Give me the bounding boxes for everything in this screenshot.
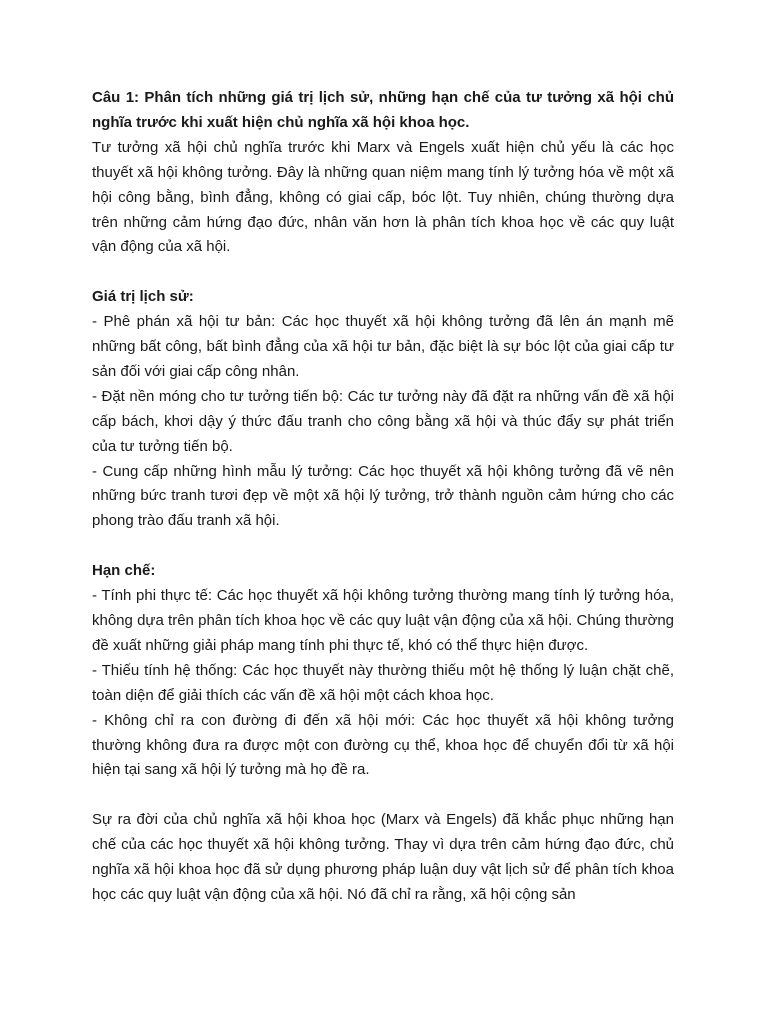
spacer [92,260,674,285]
values-heading: Giá trị lịch sử: [92,288,194,306]
value-item-criticism: - Phê phán xã hội tư bản: Các học thuyết xã hội không tưởng đã lên án mạnh mẽ những bất công, bất bình đẳng của xã hội tư bản, đặc biệt là sự bóc lột của giai cấp tư sản đối với giai cấp công nhân. [92,313,674,380]
document-page [92,86,674,908]
spacer [92,783,674,808]
conclusion-paragraph: Sự ra đời của chủ nghĩa xã hội khoa học (Marx và Engels) đã khắc phục những hạn chế của các học thuyết xã hội không tưởng. Thay vì dựa trên cảm hứng đạo đức, chủ nghĩa xã hội khoa học đã sử dụng phương pháp luận duy vật lịch sử để phân tích khoa học các quy luật vận động của xã hội. Nó đã chỉ ra rằng, xã hội cộng sản [92,811,674,903]
limit-item-unsystematic: - Thiếu tính hệ thống: Các học thuyết này thường thiếu một hệ thống lý luận chặt chẽ, toàn diện để giải thích các vấn đề xã hội một cách khoa học. [92,661,674,704]
limits-heading: Hạn chế: [92,562,156,580]
value-item-foundation: - Đặt nền móng cho tư tưởng tiến bộ: Các tư tưởng này đã đặt ra những vấn đề xã hội cấp bách, khơi dậy ý thức đấu tranh cho công bằng xã hội và thúc đẩy sự phát triển của tư tưởng tiến bộ. [92,387,674,455]
spacer [92,534,674,559]
intro-paragraph: Tư tưởng xã hội chủ nghĩa trước khi Marx và Engels xuất hiện chủ yếu là các học thuyết xã hội không tưởng. Đây là những quan niệm mang tính lý tưởng hóa về một xã hội công bằng, bình đẳng, không có giai cấp, bóc lột. Tuy nhiên, chúng thường dựa trên những cảm hứng đạo đức, nhân văn hơn là phân tích khoa học về các quy luật vận động của xã hội. [92,138,674,256]
value-item-ideal-models: - Cung cấp những hình mẫu lý tưởng: Các học thuyết xã hội không tưởng đã vẽ nên những bức tranh tươi đẹp về một xã hội lý tưởng, trở thành nguồn cảm hứng cho các phong trào đấu tranh xã hội. [92,462,674,530]
limit-item-unrealistic: - Tính phi thực tế: Các học thuyết xã hội không tưởng thường mang tính lý tưởng hóa, không dựa trên phân tích khoa học về các quy luật vận động của xã hội. Chúng thường đề xuất những giải pháp mang tính phi thực tế, khó có thể thực hiện được. [92,587,674,654]
question-title: Câu 1: Phân tích những giá trị lịch sử, những hạn chế của tư tưởng xã hội chủ nghĩa trước khi xuất hiện chủ nghĩa xã hội khoa học. [92,89,674,131]
limit-item-no-path: - Không chỉ ra con đường đi đến xã hội mới: Các học thuyết xã hội không tưởng thường không đưa ra được một con đường cụ thể, khoa học để chuyển đổi từ xã hội hiện tại sang xã hội lý tưởng mà họ đề ra. [92,711,674,779]
